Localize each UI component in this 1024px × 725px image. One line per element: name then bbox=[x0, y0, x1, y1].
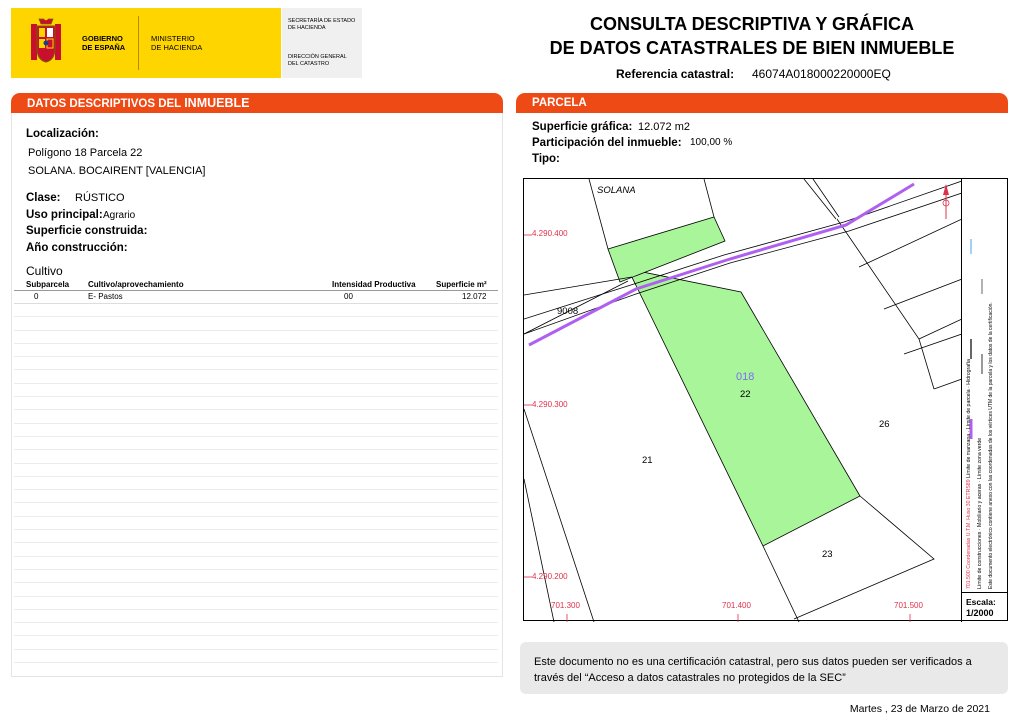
title-line-1: CONSULTA DESCRIPTIVA Y GRÁFICA bbox=[589, 14, 915, 34]
cultivo-title: Cultivo bbox=[26, 264, 63, 278]
empty-table-row bbox=[14, 517, 498, 530]
cultivo-header-row bbox=[14, 279, 498, 291]
ref-catastral-label: Referencia catastral: bbox=[616, 67, 735, 81]
localizacion-line-1: Polígono 18 Parcela 22 bbox=[28, 147, 143, 159]
notice-line-1: Este documento no es una certificación catastral, pero sus datos pueden ser verificados a bbox=[534, 656, 972, 668]
empty-table-row bbox=[14, 370, 498, 383]
empty-rows bbox=[14, 304, 498, 663]
inmueble-section-title-b: INMUEBLE bbox=[184, 96, 250, 110]
cell-subparcela: 0 bbox=[34, 292, 39, 301]
col-subparcela: Subparcela bbox=[26, 280, 70, 289]
empty-table-row bbox=[14, 623, 498, 636]
x-tick-label-2: 701.400 bbox=[722, 601, 751, 610]
inmueble-section-header bbox=[11, 93, 503, 113]
tipo-label: Tipo: bbox=[532, 153, 560, 165]
secretariat-block bbox=[282, 8, 362, 78]
uso-value: Agrario bbox=[103, 210, 136, 221]
logo-divider bbox=[138, 16, 139, 70]
col-intensidad: Intensidad Productiva bbox=[332, 280, 416, 289]
empty-table-row bbox=[14, 304, 498, 317]
direction-text bbox=[288, 54, 347, 68]
superficie-grafica-label: Superficie gráfica: bbox=[532, 121, 633, 133]
empty-table-row bbox=[14, 357, 498, 370]
road-label: 9008 bbox=[557, 306, 579, 317]
col-cultivo: Cultivo/aprovechamiento bbox=[88, 280, 184, 289]
participacion-value: 100,00 % bbox=[690, 137, 733, 148]
empty-table-row bbox=[14, 636, 498, 649]
legend-column-2: Límite de construcciones · Mobiliario y aceras · Límite zona verde bbox=[977, 437, 983, 589]
cell-superficie: 12.072 bbox=[462, 292, 487, 301]
empty-table-row bbox=[14, 410, 498, 423]
ministry-text bbox=[151, 35, 202, 52]
government-logo-block bbox=[11, 8, 281, 78]
map-drawing-area bbox=[524, 179, 962, 622]
empty-table-row bbox=[14, 650, 498, 663]
legend-column-1: 701.500 Coordenadas U.T.M. Huso 30 ETRS89 Límite de manzana · Límite de parcela · Hidrografía bbox=[966, 359, 972, 589]
empty-table-row bbox=[14, 543, 498, 556]
neighbor-23: 23 bbox=[822, 549, 833, 560]
secretariat-text bbox=[288, 18, 355, 32]
clase-label: Clase: bbox=[26, 192, 61, 204]
empty-table-row bbox=[14, 610, 498, 623]
north-arrow-icon bbox=[943, 184, 949, 219]
coat-of-arms-icon bbox=[25, 16, 67, 70]
localizacion-line-2: SOLANA. BOCAIRENT [VALENCIA] bbox=[28, 165, 206, 177]
cultivo-table bbox=[14, 279, 498, 663]
legend-item-5: Límite zona verde bbox=[977, 437, 983, 480]
notice-line-2: través del “Acceso a datos catastrales no protegidos de la SEC” bbox=[534, 672, 846, 684]
legend-item-3: Límite de construcciones bbox=[977, 531, 983, 589]
legend-item-6: Hidrografía bbox=[966, 359, 972, 385]
disclaimer-notice bbox=[520, 642, 1008, 694]
empty-table-row bbox=[14, 557, 498, 570]
dir-line-2: DEL CATASTRO bbox=[288, 61, 330, 67]
superficie-grafica-value: 12.072 m2 bbox=[638, 121, 690, 133]
government-text bbox=[82, 35, 125, 52]
y-tick-label-3: 4.290.200 bbox=[532, 572, 568, 581]
superficie-construida-label: Superficie construida: bbox=[26, 225, 148, 237]
ref-catastral-value: 46074A018000220000EQ bbox=[752, 67, 891, 81]
gov-line-2: DE ESPAÑA bbox=[82, 42, 126, 52]
participacion-label: Participación del inmueble: bbox=[532, 137, 682, 149]
empty-table-row bbox=[14, 331, 498, 344]
parcela-section-header: PARCELA bbox=[516, 93, 1008, 113]
empty-table-row bbox=[14, 317, 498, 330]
parcel-number: 22 bbox=[740, 389, 751, 400]
sec-line-1: SECRETARÍA DE ESTADO bbox=[288, 18, 356, 24]
cell-intensidad: 00 bbox=[344, 292, 353, 301]
coord-note: 701.500 Coordenadas U.T.M. Huso 30 ETRS89 bbox=[966, 479, 972, 589]
empty-table-row bbox=[14, 384, 498, 397]
scale-box bbox=[962, 593, 1008, 621]
empty-table-row bbox=[14, 490, 498, 503]
y-tick-label-1: 4.290.400 bbox=[532, 229, 568, 238]
y-tick-label-2: 4.290.300 bbox=[532, 400, 568, 409]
empty-table-row bbox=[14, 424, 498, 437]
parcel-polygon bbox=[628, 269, 860, 546]
dir-line-1: DIRECCIÓN GENERAL bbox=[288, 54, 347, 60]
cadastral-map bbox=[523, 178, 1008, 621]
empty-table-row bbox=[14, 583, 498, 596]
empty-table-row bbox=[14, 344, 498, 357]
table-row bbox=[14, 291, 498, 304]
empty-table-row bbox=[14, 570, 498, 583]
neighbor-26: 26 bbox=[879, 419, 890, 430]
clase-value: RÚSTICO bbox=[75, 192, 125, 204]
map-legend bbox=[962, 179, 1008, 593]
min-line-2: DE HACIENDA bbox=[151, 42, 203, 52]
anio-construccion-label: Año construcción: bbox=[26, 242, 128, 254]
empty-table-row bbox=[14, 503, 498, 516]
empty-table-row bbox=[14, 597, 498, 610]
uso-label: Uso principal: bbox=[26, 209, 103, 221]
x-tick-label-1: 701.300 bbox=[551, 601, 580, 610]
map-svg bbox=[524, 179, 962, 622]
parcel-north-polygon bbox=[608, 217, 725, 282]
neighbor-21: 21 bbox=[642, 455, 653, 466]
legend-item-2: Límite de parcela bbox=[966, 389, 972, 430]
gov-line-1: GOBIERNO bbox=[82, 34, 123, 43]
x-tick-label-3: 701.500 bbox=[894, 601, 923, 610]
scale-label: Escala: bbox=[966, 597, 996, 607]
title-line-2: DE DATOS CATASTRALES DE BIEN INMUEBLE bbox=[549, 38, 955, 58]
legend-item-1: Límite de manzana bbox=[966, 433, 972, 478]
inmueble-section-title-a: DATOS DESCRIPTIVOS DEL bbox=[27, 98, 185, 110]
parcel-ref: 018 bbox=[736, 371, 755, 383]
place-name: SOLANA bbox=[597, 185, 636, 196]
col-superficie: Superficie m² bbox=[436, 280, 487, 289]
legend-doc-note: Este documento electrónico contiene anexo con las coordenadas de los vértices UTM de la parcela y los datos de la certificación. bbox=[988, 302, 994, 589]
cell-cultivo: E- Pastos bbox=[88, 292, 123, 301]
empty-table-row bbox=[14, 450, 498, 463]
empty-table-row bbox=[14, 477, 498, 490]
min-line-1: MINISTERIO bbox=[151, 34, 195, 43]
empty-table-row bbox=[14, 530, 498, 543]
empty-table-row bbox=[14, 397, 498, 410]
localizacion-label: Localización: bbox=[26, 128, 99, 140]
empty-table-row bbox=[14, 464, 498, 477]
empty-table-row bbox=[14, 437, 498, 450]
scale-value: 1/2000 bbox=[966, 608, 994, 618]
sec-line-2: DE HACIENDA bbox=[288, 25, 326, 31]
document-date: Martes , 23 de Marzo de 2021 bbox=[849, 703, 990, 715]
legend-item-4: Mobiliario y aceras bbox=[977, 483, 983, 527]
document-title bbox=[480, 12, 1024, 60]
